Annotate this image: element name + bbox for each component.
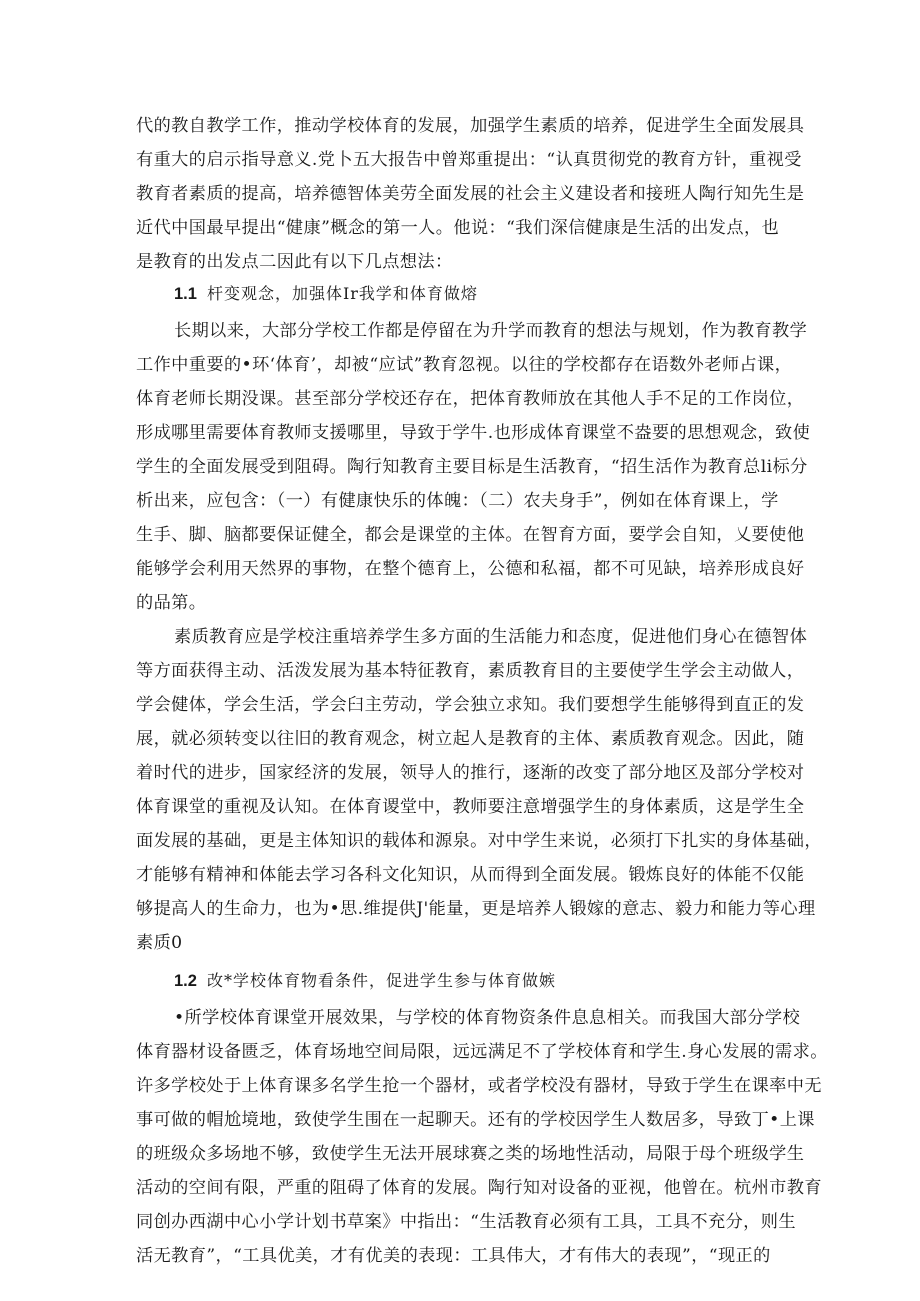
text-line: 着时代的进步，国家经济的发展，领导人的推行，逐渐的改变了部分地区及部分学校对 [136, 763, 805, 783]
section-number: 1.2 [174, 972, 197, 990]
text-line: 近代中国最早提出“健康”概念的第一人。他说：“我们深信健康是生活的出发点，也 [136, 218, 780, 238]
text-line: 是教育的出发点二因此有以下几点想法： [136, 252, 453, 272]
text-line: 的班级众多场地不够，致使学生无法开展球赛之类的场地性活动，局限于母个班级学生 [136, 1144, 805, 1164]
text-line: 的品第。 [136, 593, 207, 613]
text-line: 体育器材设备匮乏，体育场地空间局限，远远满足不了学校体育和学生.身心发展的需求。 [136, 1042, 828, 1062]
text-line: 素质教育应是学校注重培养学生多方面的生活能力和态度，促进他们身心在德智体 [174, 627, 808, 647]
section-heading-1 [174, 286, 478, 303]
text-line: 许多学校处于上体育课多名学生抢一个器材，或者学校没有器材，导致于学生在课率中无 [136, 1076, 822, 1096]
text-line: 代的教自教学工作，推动学校体育的发展，加强学生素质的培养，促进学生全面发展具 [136, 116, 805, 136]
text-line: 同创办西湖中心小学计划书草案》中指出：“生活教育必须有工具，工具不充分，则生 [136, 1212, 796, 1232]
text-line: 活无教育”，“工具优美，才有优美的表现：工具伟大，才有伟大的表现”，“现正的 [136, 1246, 771, 1266]
text-line: 事可做的帽尬境地，致使学生围在一起聊天。还有的学校因学生人数居多，导致丁•上课 [136, 1110, 815, 1130]
text-line: 等方面获得主动、活泼发展为基本特征教育，素质教育目的主要使学生学会主动做人， [136, 661, 805, 681]
text-line: 形成哪里需要体育教师支援哪里，导致于学牛.也形成体育课堂不盎要的思想观念，致使 [136, 423, 811, 443]
text-line: 析出来，应包含：（一）有健康快乐的体魄：（二）农夫身手”，例如在体育课上，学 [136, 491, 779, 511]
text-line: 活动的空间有限，严重的阻碍了体育的发展。陶行知对设备的亚视，他曾在。杭州市教育 [136, 1178, 822, 1198]
text-line: 体育老师长期没课。甚至部分学校还存在，把体育教师放在其他人手不足的工作岗位， [136, 389, 805, 409]
text-line: 学会健体，学会生活，学会臼主劳动，学会独立求知。我们要想学生能够得到直正的发 [136, 695, 805, 715]
text-line: 素质0 [136, 933, 183, 953]
text-line: 才能够有精神和体能去学习各科文化知识，从而得到全面发展。锻炼良好的体能不仅能 [136, 865, 805, 885]
text-line: 有重大的启示指导意义.党卜五大报告中曾郑重提出：“认真贯彻党的教育方针，重视受 [136, 150, 802, 170]
text-line: 够提高人的生命力，也为•思.维提供J'能量，更是培养人锻嫁的意志、毅力和能力等心理 [136, 899, 816, 919]
text-line: 展，就必须转变以往旧的教育观念，树立起人是教育的主体、素质教育观念。因此，随 [136, 729, 805, 749]
section-heading-2 [174, 973, 556, 990]
text-line: 面发展的基础，更是主体知识的载体和源泉。对中学生来说，必须打下扎实的身体基础， [136, 831, 822, 851]
section-title: 杆变观念，加强体Ir我学和体育做熔 [206, 284, 478, 303]
text-line: 生手、脚、脑都要保证健全，都会是课堂的主体。在智育方面，要学会自知，乂要使他 [136, 525, 805, 545]
section-title: 改*学校体育物看条件，促进学生参与体育做嫉 [206, 971, 556, 990]
text-line: 长期以来，大部分学校工作都是停留在为升学而教育的想法与规划，作为教育教学 [174, 321, 808, 341]
text-line: •所学校体育课堂开展效果，与学校的体育物资条件息息相关。而我国大部分学校 [174, 1008, 801, 1028]
section-number: 1.1 [174, 285, 197, 303]
text-line: 学生的全面发展受到阻碍。陶行知教育主要目标是生活教育，“招生活作为教育总li标分 [136, 457, 808, 477]
text-line: 工作中重要的•环‘体育’，却被“应试”教育忽视。以往的学校都存在语数外老师占课， [136, 355, 793, 375]
text-line: 能够学会利用天然界的事物，在整个德育上，公德和私福，都不可见缺，培养形成良好 [136, 559, 805, 579]
text-line: 体育课堂的重视及认知。在体育谡堂中，教师要注意增强学生的身体素质，这是学生全 [136, 797, 805, 817]
text-line: 教育者素质的提高，培养德智体美劳全面发展的社会主义建设者和接班人陶行知先生是 [136, 184, 805, 204]
